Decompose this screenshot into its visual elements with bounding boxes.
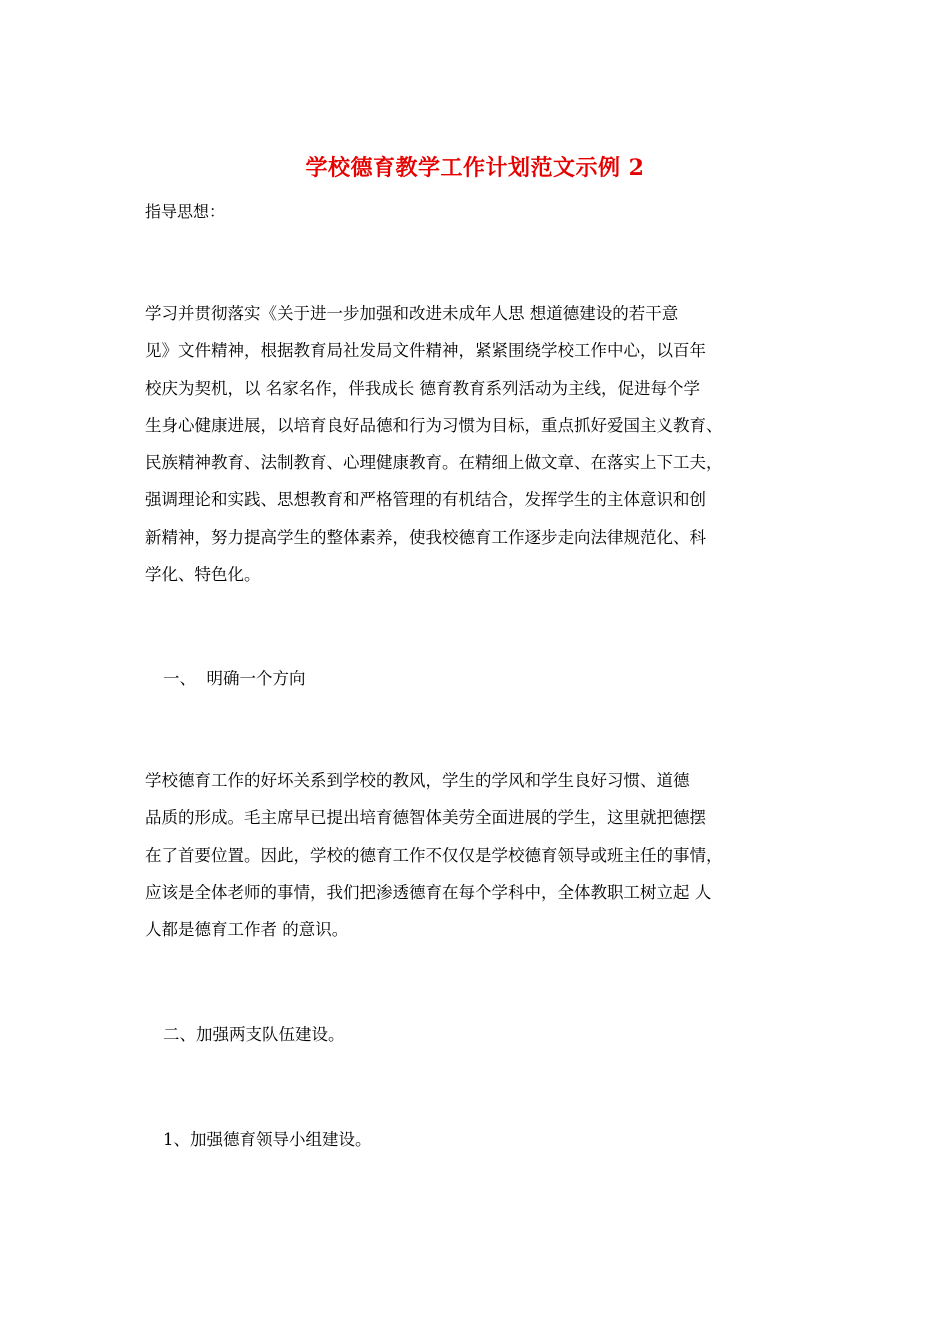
subsection-heading-1: 1、加强德育领导小组建设。 [163, 1130, 372, 1149]
section-heading-2: 二、加强两支队伍建设。 [163, 1025, 345, 1044]
paragraph-line: 民族精神教育、法制教育、心理健康教育。在精细上做文章、在落实上下工夫， [145, 453, 723, 473]
paragraph-line: 人都是德育工作者 的意识。 [145, 920, 349, 940]
guiding-thought-label: 指导思想： [145, 202, 226, 221]
paragraph-line: 见》文件精神，根据教育局社发局文件精神，紧紧围绕学校工作中心，以百年 [145, 341, 706, 361]
paragraph-line: 校庆为契机，以 名家名作，伴我成长 德育教育系列活动为主线，促进每个学 [145, 378, 700, 398]
document-title: 学校德育教学工作计划范文示例 2 [305, 155, 645, 181]
paragraph-line: 学校德育工作的好坏关系到学校的教风，学生的学风和学生良好习惯、道德 [145, 771, 690, 790]
paragraph-line: 生身心健康进展，以培育良好品德和行为习惯为目标，重点抓好爱国主义教育、 [145, 415, 723, 435]
paragraph-line: 在了首要位置。因此，学校的德育工作不仅仅是学校德育领导或班主任的事情， [145, 845, 723, 865]
section-heading-1: 一、 明确一个方向 [163, 669, 306, 688]
paragraph-guiding-thought [145, 295, 815, 593]
paragraph-line: 品质的形成。毛主席早已提出培育德智体美劳全面进展的学生，这里就把德摆 [145, 808, 706, 828]
paragraph-line: 新精神，努力提高学生的整体素养，使我校德育工作逐步走向法律规范化、科 [145, 527, 706, 547]
paragraph-line: 强调理论和实践、思想教育和严格管理的有机结合，发挥学生的主体意识和创 [145, 490, 706, 510]
paragraph-line: 学习并贯彻落实《关于进一步加强和改进未成年人思 想道德建设的若干意 [145, 304, 679, 323]
paragraph-line: 学化、特色化。 [145, 565, 261, 585]
paragraph-direction [145, 762, 815, 948]
paragraph-line: 应该是全体老师的事情，我们把渗透德育在每个学科中，全体教职工树立起 人 [145, 882, 712, 902]
